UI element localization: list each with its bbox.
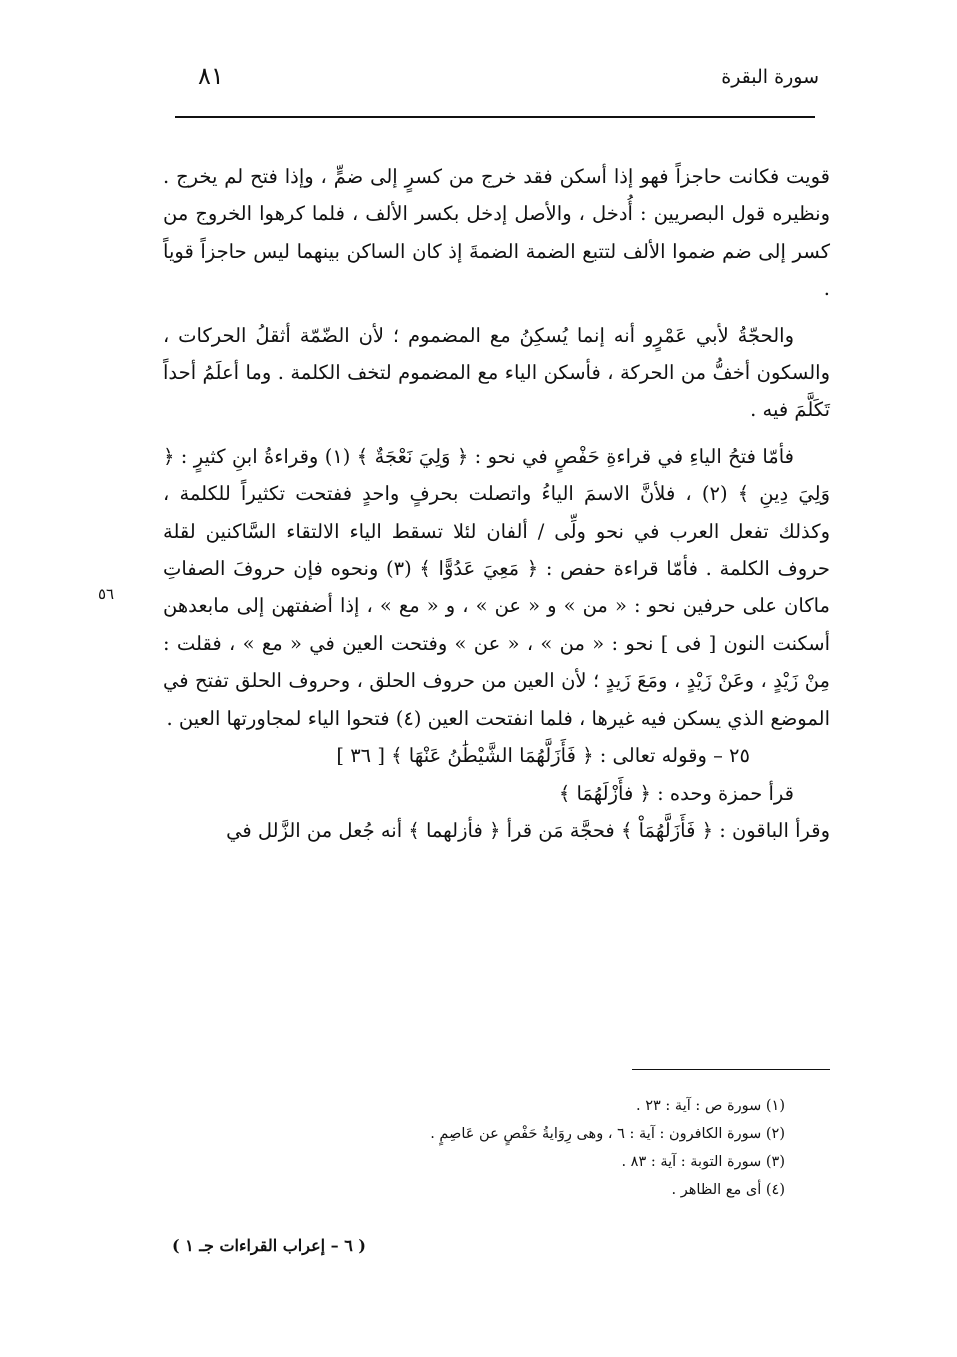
footnote: (٤) أى مع الظاهر . <box>671 1182 785 1198</box>
header-rule <box>175 116 815 118</box>
verse-heading: ٢٥ – وقوله تعالى : ﴿ فَأَزَلَّهُمَا الشَّيْطَٰنُ عَنْهَا ﴾ [ ٣٦ ] <box>336 744 750 768</box>
footnote: (٣) سورة التوبة : آية : ٨٣ . <box>621 1154 785 1170</box>
signature-footer: ( ٦ – إعراب القراءات جـ ١ ) <box>172 1236 366 1255</box>
footnote: (٢) سورة الكافرون : آية : ٦ ، وهى رِوَايةُ حَفْصٍ عن عَاصِمٍ . <box>430 1126 785 1142</box>
margin-page-reference: ٥٦ <box>98 585 115 603</box>
footnote: (١) سورة ص : آية : ٢٣ . <box>636 1098 785 1114</box>
paragraph: وقرأ الباقون : ﴿ فَأَزَلَّهُمَاْ ﴾ فحجَّة مَن قرأ ﴿ فأزلهما ﴾ أنه جُعل من الزَّلل في <box>226 818 830 842</box>
footnote-rule <box>632 1069 830 1070</box>
paragraph: قويت فكانت حاجزاً فهو إذا أسكن فقد خرج من كسرٍ إلى ضمٍّ ، وإذا فتح لم يخرج . ونظيره قول البصريين : أُدخل ، والأصل إدخل بكسر الألف ، فلما كرهوا الخروج من كسر إلى ضم ضموا الألف لتتبع الضمة الضمةَ إذ كان الساكن بينهما ليس حاجزاً قوياً . <box>163 165 830 301</box>
footnotes <box>430 1092 785 1204</box>
page-number: ٨١ <box>198 62 224 90</box>
main-text <box>163 158 830 849</box>
paragraph: قرأ حمزة وحده : ﴿ فأَزْلَهُمَا ﴾ <box>558 781 794 805</box>
paragraph: والحجّةُ لأبي عَمْرٍو أنه إنما يُسكِنُ مع المضموم ؛ لأن الضّمّة أثقلُ الحركات ، والسكون أخفُّ من الحركة ، فأسكن الياء مع المضموم لتخف الكلمة . وما أعلَمُ أحداً تَكَلَّمَ فيه . <box>163 323 830 422</box>
running-head-title: سورة البقرة <box>721 66 819 88</box>
paragraph: فأمّا فتحُ الياءِ في قراءةِ حَفْصٍ في نحو : ﴿ وَلِيَ نَعْجَةٌ ﴾ (١) وقراءةُ ابنِ كثيرٍ : ﴿ وَلِيَ دِينِ ﴾ (٢) ، فلأنَّ الاسمَ الياءُ واتصلت بحرفٍ واحدٍ ففتحت تكثيراً للكلمة ، وكذلك تفعل العرب في نحو ولِّى / ألفان لئلا تسقط الياء الالتقاء السَّاكنين لقلة حروف الكلمة . فأمّا قراءة حفص : ﴿ مَعِيَ عَدُوًّا ﴾ (٣) ونحوه فإن حروفَ الصفاتِ ماكان على حرفين نحو : « من » و « عن » ، و « مع » ، إذا أضفتهن إلى مابعدهن أسكنت النون [ فى ] نحو : « من » ، « عن » وفتحت العين في « مع » ، فقلت : مِنْ زَيْدٍ ، وعَنْ زَيْدٍ ، ومَعَ زَيدٍ ؛ لأن العين من حروف الحلق ، وحروف الحلق تفتح في الموضع الذي يسكن فيه غيرها ، فلما انفتحت العين (٤) فتحوا الياء لمجاورتها العين . <box>163 444 830 730</box>
